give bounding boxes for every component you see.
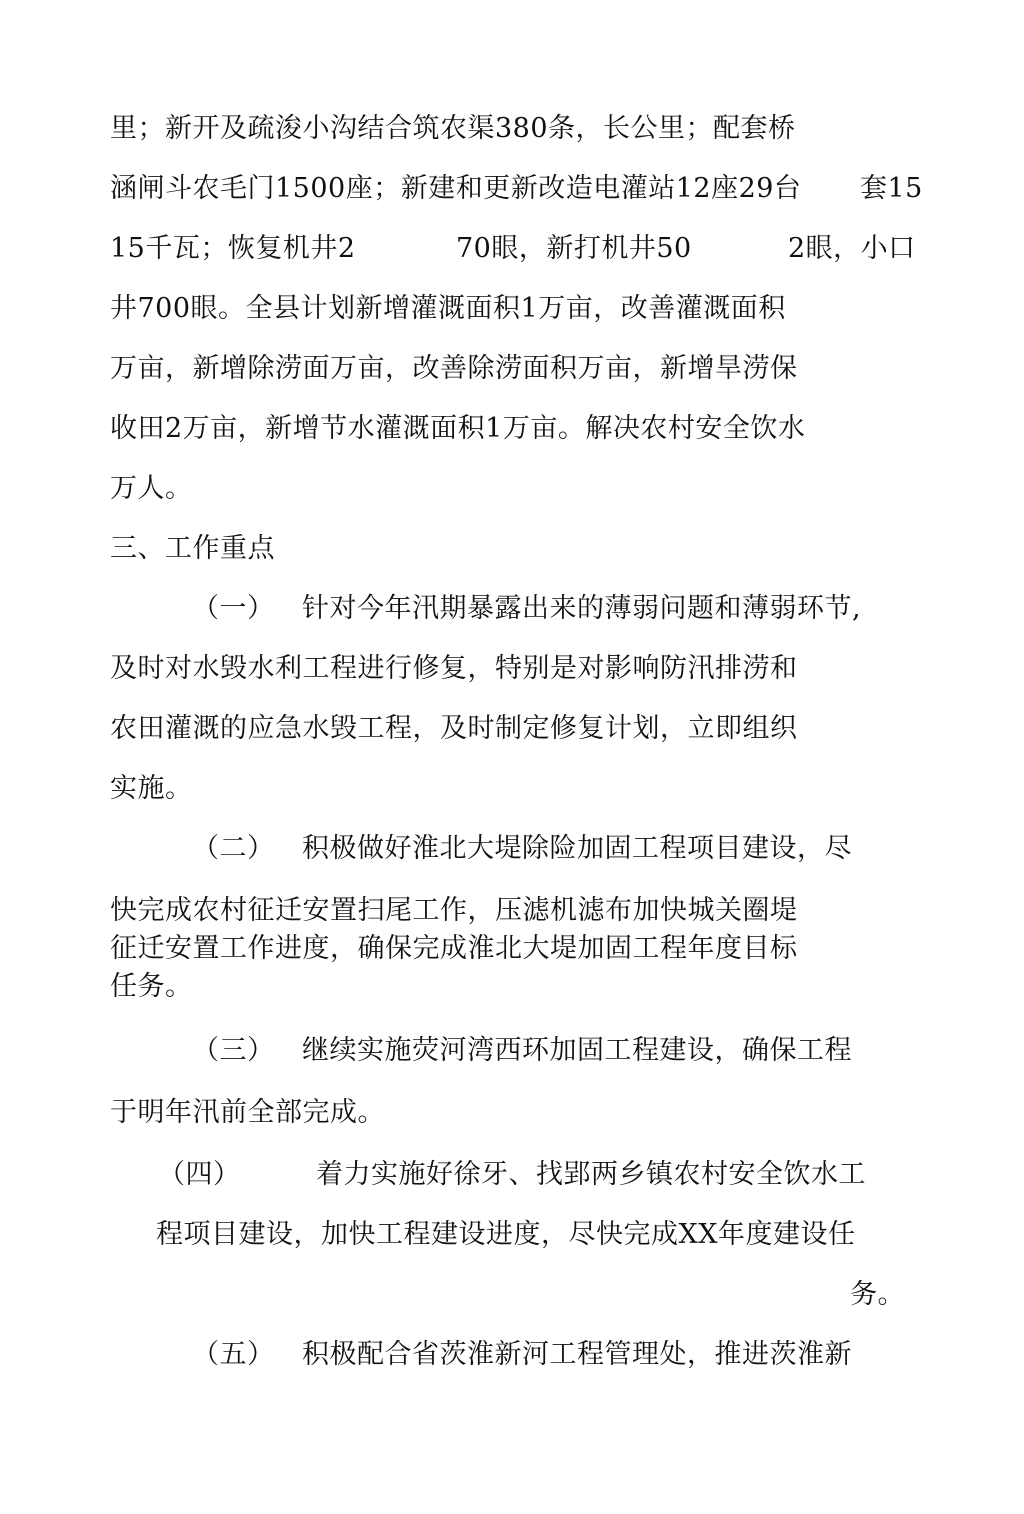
body-line-3-part-1: 15千瓦；恢复机井2: [110, 233, 356, 264]
item-5-first-line: 积极配合省茨淮新河工程管理处，推进茨淮新: [302, 1339, 852, 1370]
item-1-number: （一）: [192, 593, 275, 624]
item-1-first-line: 针对今年汛期暴露出来的薄弱问题和薄弱环节,: [302, 593, 862, 624]
item-4-first-line: 着力实施好徐牙、找郢两乡镇农村安全饮水工: [316, 1159, 866, 1190]
item-2-first-line: 积极做好淮北大堤除险加固工程项目建设，尽: [302, 833, 852, 864]
item-1-line-2: 及时对水毁水利工程进行修复，特别是对影响防汛排涝和: [110, 653, 798, 684]
body-line-6: 收田2万亩，新增节水灌溉面积1万亩。解决农村安全饮水: [110, 413, 806, 444]
body-line-7: 万人。: [110, 473, 193, 504]
item-4-line-2: 程项目建设，加快工程建设进度，尽快完成XX年度建设任: [156, 1219, 856, 1250]
body-line-5: 万亩，新增除涝面万亩，改善除涝面积万亩，新增旱涝保: [110, 353, 798, 384]
item-4-line-3: 务。: [850, 1279, 905, 1310]
body-line-2: 涵闸斗农毛门1500座；新建和更新改造电灌站12座29台: [110, 173, 802, 204]
section-heading: 三、工作重点: [110, 533, 275, 564]
body-line-3-part-3: 2眼，小口: [788, 233, 916, 264]
item-1-line-3: 农田灌溉的应急水毁工程，及时制定修复计划，立即组织: [110, 713, 798, 744]
item-1-line-4: 实施。: [110, 773, 193, 804]
item-3-first-line: 继续实施荧河湾西环加固工程建设，确保工程: [302, 1035, 852, 1066]
body-line-2-tail: 套15: [860, 173, 923, 204]
item-5-number: （五）: [192, 1339, 275, 1370]
item-3-number: （三）: [192, 1035, 275, 1066]
item-4-number: （四）: [158, 1159, 241, 1190]
item-2-number: （二）: [192, 833, 275, 864]
body-line-1: 里；新开及疏浚小沟结合筑农渠380条，长公里；配套桥: [110, 113, 796, 144]
body-line-3-part-2: 70眼，新打机井50: [456, 233, 692, 264]
item-3-line-2: 于明年汛前全部完成。: [110, 1097, 385, 1128]
body-line-4: 井700眼。全县计划新增灌溉面积1万亩，改善灌溉面积: [110, 293, 786, 324]
item-2-line-3: 征迁安置工作进度，确保完成淮北大堤加固工程年度目标: [110, 933, 798, 964]
item-2-line-4: 任务。: [110, 971, 193, 1002]
item-2-line-2: 快完成农村征迁安置扫尾工作，压滤机滤布加快城关圈堤: [110, 895, 798, 926]
